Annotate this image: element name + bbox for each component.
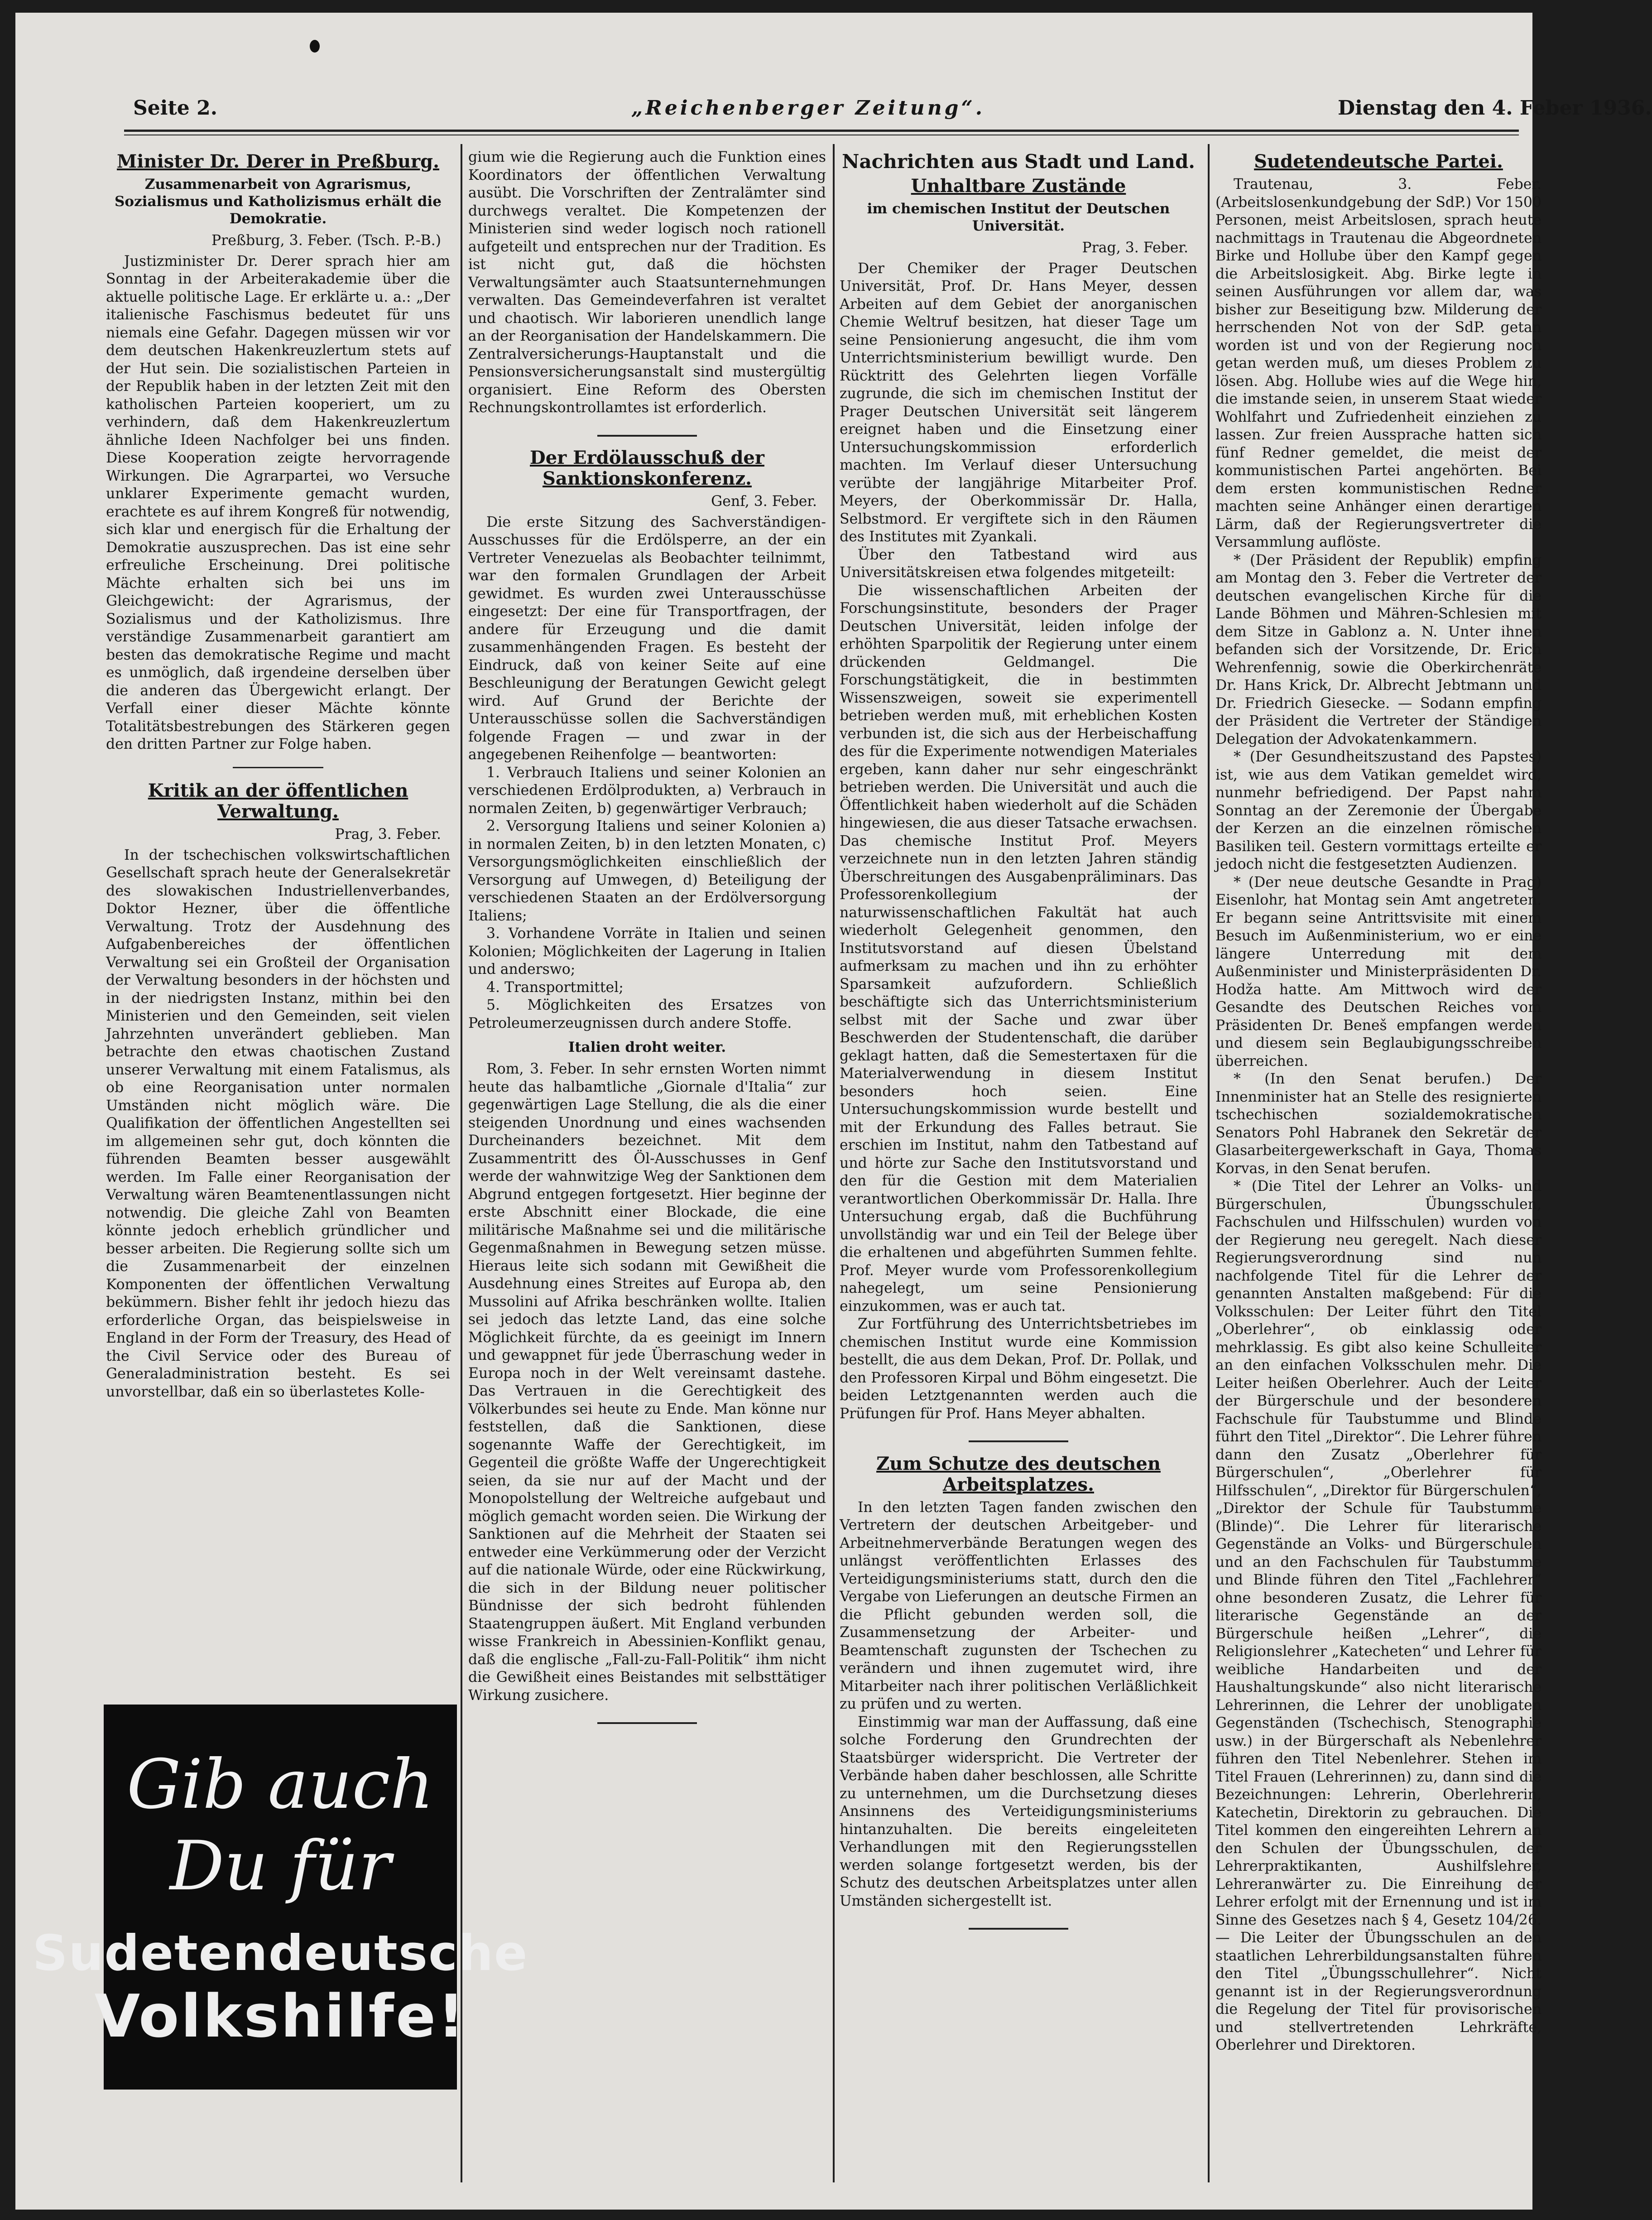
column-4 xyxy=(1215,149,1542,2182)
dateline: Preßburg, 3. Feber. (Tsch. P.-B.) xyxy=(211,232,441,249)
list-item: 2. Versorgung Italiens und seiner Kolonien a) in normalen Zeiten, b) in den letzten Monaten, c) Versorgungsmöglichkeiten einschließlich der Versorgung auf Umwegen, d) Beteiligung der verschiedenen Staaten an der Erdölversorgung Italiens; xyxy=(468,818,826,924)
newspaper-title: „Reichenberger Zeitung“. xyxy=(631,96,985,120)
separator xyxy=(106,758,450,776)
article-subheadline: Zusammenarbeit von Agrarismus, Sozialismus und Katholizismus erhält die Demokratie. xyxy=(115,176,442,227)
list-item: 1. Verbrauch Italiens und seiner Kolonien an verschiedenen Erdölprodukten, a) Verbrauch in normalen Zeiten, b) gegenwärtiger Verbrauch; xyxy=(468,764,826,817)
article-body: Trautenau, 3. Feber. (Arbeitslosenkundgebung der SdP.) Vor 1500 Personen, meist Arbeitslosen, sprach heute nachmittags in Trautenau die Abgeordneten Birke und Hollube über den Kampf gegen die Arbeitslosigkeit. Abg. Birke legte in seinen Ausführungen vor allem dar, was bisher zur Beseitigung bzw. Milderung der herrschenden Not von der SdP. getan worden ist und von der Regierung noch getan werden muß, um dieses Problem zu lösen. Abg. Hollube wies auf die Wege hin, die imstande seien, in unserem Staat wieder Wohlfahrt und Zufriedenheit einziehen zu lassen. Zur freien Aussprache hatten sich fünf Redner gemeldet, die meist der kommunistischen Partei angehörten. Bei dem ersten kommunistischen Redner machten seine Anhänger einen derartigen Lärm, daß der Regierungsvertreter die Versammlung auflöste. xyxy=(1215,176,1542,550)
column-rule xyxy=(461,144,462,2182)
column-rule xyxy=(833,144,835,2182)
newspaper-page xyxy=(15,13,1652,2210)
article-body: Zur Fortführung des Unterrichtsbetriebes im chemischen Institut wurde eine Kommission bestellt, die aus dem Dekan, Prof. Dr. Pollak, und den Professoren Kirpal und Böhm eingesetzt. Die beiden Letztgenannten werden auch die Prüfungen für Prof. Hans Meyer abhalten. xyxy=(840,1316,1197,1422)
article-headline: Der Erdölausschuß der Sanktionskonferenz. xyxy=(530,447,764,489)
article-subheadline: im chemischen Institut der Deutschen Universität. xyxy=(867,201,1170,234)
article-body: In der tschechischen volkswirtschaftlichen Gesellschaft sprach heute der Generalsekretär des slowakischen Industriellenverbandes, Doktor Hezner, über die öffentliche Verwaltung. Trotz der Ausdehnung des Aufgabenbereiches der öffentlichen Verwaltung sei ein Großteil der Organisation der Verwaltung besonders in der höchsten und in der niedrigsten Instanz, mithin bei den Ministerien und den Gemeinden, seit vielen Jahrzehnten unverändert geblieben. Man betrachte den etwas chaotischen Zustand unserer Verwaltung mit einem Fatalismus, als ob eine Reorganisation unter normalen Umständen nicht möglich wäre. Die Qualifikation der öffentlichen Angestellten sei im allgemeinen sehr gut, doch könnten die führenden Beamten besser ausgewählt werden. Im Falle einer Reorganisation der Verwaltung wären Beamtenentlassungen nicht notwendig. Die gleiche Zahl von Beamten könnte jedoch erheblich gründlicher und besser arbeiten. Die Regierung sollte sich um die Zusammenarbeit der einzelnen Komponenten der öffentlichen Verwaltung bekümmern. Bisher fehlt ihr jedoch hiezu das erforderliche Organ, das beispielsweise in England in der Form der Treasury, des Head of the Civil Service oder des Bureau of Generaladministration besteht. Es sei unvorstellbar, daß ein so überlastetes Kolle- xyxy=(106,847,450,1400)
dateline: Prag, 3. Feber. xyxy=(335,826,441,843)
ad-line: Volkshilfe! xyxy=(94,1981,466,2051)
column-3 xyxy=(840,149,1197,2182)
ink-spot xyxy=(310,40,320,53)
ad-line: Sudetendeutsche xyxy=(32,1925,528,1982)
article-headline: Sudetendeutsche Partei. xyxy=(1254,151,1503,172)
dateline: Genf, 3. Feber. xyxy=(711,493,817,510)
news-item: * (Der Präsident der Republik) empfing am Montag den 3. Feber die Vertreter der deutschen evangelischen Kirche für die Lande Böhmen und Mähren-Schlesien mit dem Sitze in Gablonz a. N. Unter ihnen befanden sich der Vorsitzende, Dr. Erich Wehrenfennig, sowie die Oberkirchenräte Dr. Hans Krick, Dr. Albrecht Jebtmann und Dr. Friedrich Giesecke. — Sodann empfing der Präsident die Vertreter der Ständigen Delegation der Advokatenkammern. xyxy=(1215,552,1542,747)
separator xyxy=(840,1429,1197,1447)
issue-date: Dienstag den 4. Feber 1936. xyxy=(1338,96,1652,120)
news-item: * (Der Gesundheitszustand des Papstes) ist, wie aus dem Vatikan gemeldet wird, nunmehr befriedigend. Der Papst nahm Sonntag an der Zeremonie der Übergabe der Kerzen an die einzelnen römischen Basiliken teil. Gestern vormittags erteilte er jedoch nicht die festgesetzten Audienzen. xyxy=(1215,749,1542,872)
article-subheadline: Italien droht weiter. xyxy=(568,1039,726,1055)
news-item: * (In den Senat berufen.) Der Innenminister hat an Stelle des resignierten tschechischen sozialdemokratischen Senators Pohl Habranek den Sekretär der Glasarbeitergewerkschaft in Gaya, Thomas Korvas, in den Senat berufen. xyxy=(1215,1071,1542,1177)
advertisement-volkshilfe xyxy=(32,1705,528,2090)
separator xyxy=(468,1711,826,1729)
article-body: Rom, 3. Feber. In sehr ernsten Worten nimmt heute das halbamtliche „Giornale d'Italia“ zur gegenwärtigen Lage Stellung, die als die einer steigenden Unordnung und eines wachsenden Durcheinanders bezeichnet. Mit dem Zusammentritt des Öl-Ausschusses in Genf werde der wahnwitzige Weg der Sanktionen dem Abgrund entgegen fortgesetzt. Hier beginne der erste Abschnitt einer Blockade, die eine militärische Maßnahme sei und die militärische Gegenmaßnahmen in Bewegung setzen müsse. Hieraus leite sich sodann mit Gewißheit die Ausdehnung eines Streites auf Europa ab, den Mussolini auf Afrika beschränken wollte. Italien sei jedoch das letzte Land, das eine solche Möglichkeit fürchte, da es geeinigt im Innern und gewappnet für jede Überraschung weder in Europa noch in der Welt vereinsamt dastehe. Das Vertrauen in die Gerechtigkeit des Völkerbundes sei heute zu Ende. Man könne nur feststellen, daß die Sanktionen, diese sogenannte Waffe der Gerechtigkeit, im Gegenteil die größte Waffe der Ungerechtigkeit seien, da sie nur auf der Macht und der Monopolstellung der Weltreiche aufgebaut und möglich gemacht worden seien. Die Wirkung der Sanktionen auf die Mehrheit der Staaten sei entweder eine Verkümmerung oder der Verzicht auf die nationale Würde, oder eine Rückwirkung, die sich in der Bildung neuer politischer Bündnisse der sich bedroht fühlenden Staatengruppen äußert. Mit England verbunden wisse Frankreich in Abessinien-Konflikt genau, daß die englische „Fall-zu-Fall-Politik“ ihm nicht die Gewißheit eines Beistandes mit selbsttätiger Wirkung zusichere. xyxy=(468,1061,826,1704)
article-body: gium wie die Regierung auch die Funktion eines Koordinators der öffentlichen Verwaltung ausübt. Die Vorschriften der Zentralämter sind durchwegs veraltet. Die Kompetenzen der Ministerien sind weder logisch noch rationell aufgeteilt und entsprechen nur der Tradition. Es ist nicht gut, daß die höchsten Verwaltungsämter auch Staatsunternehmungen verwalten. Das Gemeindeverfahren ist veraltet und chaotisch. Wir laborieren unendlich lange an der Reorganisation der Handelskammern. Die Zentralversicherungs-Hauptanstalt und die Pensionsversicherungsanstalt sind mustergültig organisiert. Eine Reform des Obersten Rechnungskontrollamtes ist erforderlich. xyxy=(468,149,826,416)
separator xyxy=(468,424,826,442)
separator xyxy=(840,1917,1197,1935)
article-body: In den letzten Tagen fanden zwischen den Vertretern der deutschen Arbeitgeber- und Arbeitnehmerverbände Beratungen wegen des unlängst veröffentlichten Erlasses des Verteidigungsministeriums statt, durch den die Vergabe von Lieferungen an deutsche Firmen an die Pflicht gebunden werden soll, die Zusammensetzung der Arbeiter- und Beamtenschaft zugunsten der Tschechen zu verändern und ihnen zugemutet wird, ihre Mitarbeiter nach ihrer politischen Verläßlichkeit zu prüfen und zu werten. xyxy=(840,1499,1197,1712)
dateline: Prag, 3. Feber. xyxy=(1082,240,1188,256)
article-headline: Unhaltbare Zustände xyxy=(911,175,1126,197)
article-body: Der Chemiker der Prager Deutschen Universität, Prof. Dr. Hans Meyer, dessen Arbeiten auf dem Gebiet der anorganischen Chemie Weltruf besitzen, hat dieser Tage um seine Pensionierung angesucht, die ihm vom Unterrichtsministerium bewilligt wurde. Den Rücktritt des Gelehrten liegen Vorfälle zugrunde, die sich im chemischen Institut der Prager Deutschen Universität seit längerem ereignet haben und die Einsetzung einer Untersuchungskommission erforderlich machten. Im Verlauf dieser Untersuchung verübte der langjährige Mitarbeiter Prof. Meyers, der Oberkommissär Dr. Halla, Selbstmord. Er vergiftete sich in den Räumen des Institutes mit Zyankali. xyxy=(840,260,1197,545)
news-item: * (Die Titel der Lehrer an Volks- und Bürgerschulen, Übungsschulen, Fachschulen und Hilfsschulen) wurden von der Regierung neu geregelt. Nach dieser Regierungsverordnung sind nun nachfolgende Titel für die Lehrer der genannten Anstalten maßgebend: Für die Volksschulen: Der Leiter führt den Titel „Oberlehrer“, ob einklassig oder mehrklassig. Es gibt also keine Schulleiter an den einfachen Volksschulen mehr. Die Leiter heißen Oberlehrer. Auch der Leiter der Bürgerschule und der besonderen Fachschule für Taubstumme und Blinde führt den Titel „Direktor“. Die Lehrer führen dann den Zusatz „Oberlehrer für Bürgerschulen“, „Oberlehrer für Hilfsschulen“, „Direktor für Bürgerschulen“, „Direktor der Schule für Taubstumme (Blinde)“. Die Lehrer für literarische Gegenstände an Volks- und Bürgerschulen und an den Fachschulen für Taubstumme und Blinde führen den Titel „Fachlehrer“ ohne besonderen Zusatz, die Lehrer für literarische Gegenstände an der Bürgerschule heißen „Lehrer“, die Religionslehrer „Katecheten“ und Lehrer für weibliche Handarbeiten und der Haushaltungskunde“ also nicht literarische Lehrerinnen, die Lehrer der unobligaten Gegenständen (Tschechisch, Stenographie usw.) in der Bürgerschaft als Nebenlehrer führen den Titel Nebenlehrer. Stehen im Titel Frauen (Lehrerinnen) zu, dann sind die Bezeichnungen: Lehrerin, Oberlehrerin, Katechetin, Direktorin zu gebrauchen. Die Titel kommen den eingereihten Lehrern an den Schulen der Übungsschulen, der Lehrerpraktikanten, Aushilfslehrer, Lehreranwärter zu. Die Einreihung der Lehrer erfolgt mit der Ernennung und ist im Sinne des Gesetzes nach § 4, Gesetz 104/26. — Die Leiter der Übungsschulen an den staatlichen Lehrerbildungsanstalten führen den Titel „Übungsschullehrer“. Nicht genannt ist in der Regierungsverordnung die Regelung der Titel für provisorischen und stellvertretenden Lehrkräfte, Oberlehrer und Direktoren. xyxy=(1215,1178,1542,2053)
article-headline: Minister Dr. Derer in Preßburg. xyxy=(116,151,439,172)
page-number: Seite 2. xyxy=(133,96,218,120)
ad-script-line: Du für xyxy=(169,1826,391,1906)
news-item: * (Der neue deutsche Gesandte in Prag) Eisenlohr, hat Montag sein Amt angetreten. Er begann seine Antrittsvisite mit einem Besuch im Außenministerium, wo er eine längere Unterredung mit dem Außenminister und Ministerpräsidenten Dr. Hodža hatte. Am Mittwoch wird der Gesandte des Deutschen Reiches vom Präsidenten Dr. Beneš empfangen werden und diesem sein Beglaubigungsschreiben überreichen. xyxy=(1215,874,1542,1069)
article-body: Justizminister Dr. Derer sprach hier am Sonntag in der Arbeiterakademie über die aktuelle politische Lage. Er erklärte u. a.: „Der italienische Faschismus bedeutet für uns niemals eine Gefahr. Dagegen müssen wir vor dem deutschen Hakenkreuzlertum stets auf der Hut sein. Die sozialistischen Parteien in der Republik haben in der letzten Zeit mit den katholischen Parteien kooperiert, um zu verhindern, daß dem Hakenkreuzlertum ähnliche Ideen Nachfolger bei uns finden. Diese Kooperation zeigte hervorragende Wirkungen. Die Agrarpartei, wo Versuche unklarer Experimente gemacht wurden, erachtete es auf ihrem Kongreß für notwendig, sich klar und energisch für die Erhaltung der Demokratie auszusprechen. Das ist eine sehr erfreuliche Erscheinung. Drei politische Mächte erhalten sich bei uns im Gleichgewicht: der Agrarismus, der Sozialismus und der Katholizismus. Ihre verständige Zusammenarbeit garantiert am besten das demokratische Regime und macht es unmöglich, daß irgendeine derselben über die anderen das Übergewicht erlangt. Der Verfall einer dieser Mächte könnte Totalitätsbestrebungen des Stärkeren gegen den dritten Partner zur Folge haben. xyxy=(106,253,450,752)
article-headline: Zum Schutze des deutschen Arbeitsplatzes. xyxy=(876,1453,1161,1495)
article-body: Die erste Sitzung des Sachverständigen-Ausschusses für die Erdölsperre, an der ein Vertreter Venezuelas als Beobachter teilnimmt, war den formalen Grundlagen der Arbeit gewidmet. Es wurden zwei Unterausschüsse eingesetzt: Der eine für Transportfragen, der andere für Erzeugung und die damit zusammenhängenden Fragen. Es besteht der Eindruck, daß von keiner Seite auf eine Beschleunigung der Beratungen Gewicht gelegt wird. Auf Grund der Berichte der Unterausschüsse sollen die Sachverständigen folgende Fragen — und zwar in der angegebenen Reihenfolge — beantworten: xyxy=(468,514,826,763)
column-rule xyxy=(1208,144,1210,2182)
article-headline: Kritik an der öffentlichen Verwaltung. xyxy=(148,780,408,822)
column-2 xyxy=(468,149,826,2182)
section-heading: Nachrichten aus Stadt und Land. xyxy=(842,150,1195,173)
list-item: 4. Transportmittel; xyxy=(486,979,624,996)
masthead-rule xyxy=(124,130,1519,135)
list-item: 3. Vorhandene Vorräte in Italien und seinen Kolonien; Möglichkeiten der Lagerung in Italien und anderswo; xyxy=(468,925,826,978)
list-item: 5. Möglichkeiten des Ersatzes von Petroleumerzeugnissen durch andere Stoffe. xyxy=(468,997,826,1031)
ad-script-line: Gib auch xyxy=(126,1745,434,1824)
article-body: Über den Tatbestand wird aus Universitätskreisen etwa folgendes mitgeteilt: xyxy=(840,546,1197,581)
article-body: Die wissenschaftlichen Arbeiten der Forschungsinstitute, besonders der Prager Deutschen Universität, leiden infolge der erhöhten Sparpolitik der Regierung unter einem drückenden Geldmangel. Die Forschungstätigkeit, die in bestimmten Wissenszweigen, soweit sie experimentell betrieben werden muß, mit erheblichen Kosten verbunden ist, die sich aus der Herbeischaffung des für die Experimente notwendigen Materiales ergeben, kann daher nur sehr eingeschränkt betrieben werden. Die Universität und auch die Öffentlichkeit haben wiederholt auf die Schäden hingewiesen, die aus dieser Tatsache erwachsen. Das chemische Institut Prof. Meyers verzeichnete nun in den letzten Jahren ständig Überschreitungen des Ausgabenpräliminars. Das Professorenkollegium der naturwissenschaftlichen Fakultät hat auch wiederholt Gelegenheit genommen, den Institutsvorstand auf diesen Übelstand aufmerksam zu machen und ihn zu erhöhter Sparsamkeit aufzufordern. Schließlich beschäftigte sich das Unterrichtsministerium selbst mit der Sache und zwar über Beschwerden der Studentenschaft, die darüber geklagt hatten, daß die Semestertaxen für die Materialverwendung in diesem Institut besonders hoch seien. Eine Untersuchungskommission wurde bestellt und mit der Erkundung des Falles betraut. Sie erschien im Institut, nahm den Tatbestand auf und hörte zur Sache den Institutsvorstand und den für die Gestion mit dem Materialien verantwortlichen Oberkommissär Dr. Halla. Ihre Untersuchung ergab, daß die Buchführung unvollständig war und ein Teil der Belege über die erhaltenen und abgeführten Summen fehlte. Prof. Meyer wurde vom Professorenkollegium nahegelegt, um seine Pensionierung einzukommen, was er auch tat. xyxy=(840,582,1197,1315)
article-body: Einstimmig war man der Auffassung, daß eine solche Forderung den Grundrechten der Staatsbürger widerspricht. Die Vertreter der Verbände haben daher beschlossen, alle Schritte zu unternehmen, um die Durchsetzung dieses Ansinnens des Verteidigungsministeriums hintanzuhalten. Die bereits eingeleiteten Verhandlungen mit den Regierungsstellen werden solange fortgesetzt werden, bis der Schutz des deutschen Arbeitsplatzes unter allen Umständen sichergestellt ist. xyxy=(840,1714,1197,1909)
